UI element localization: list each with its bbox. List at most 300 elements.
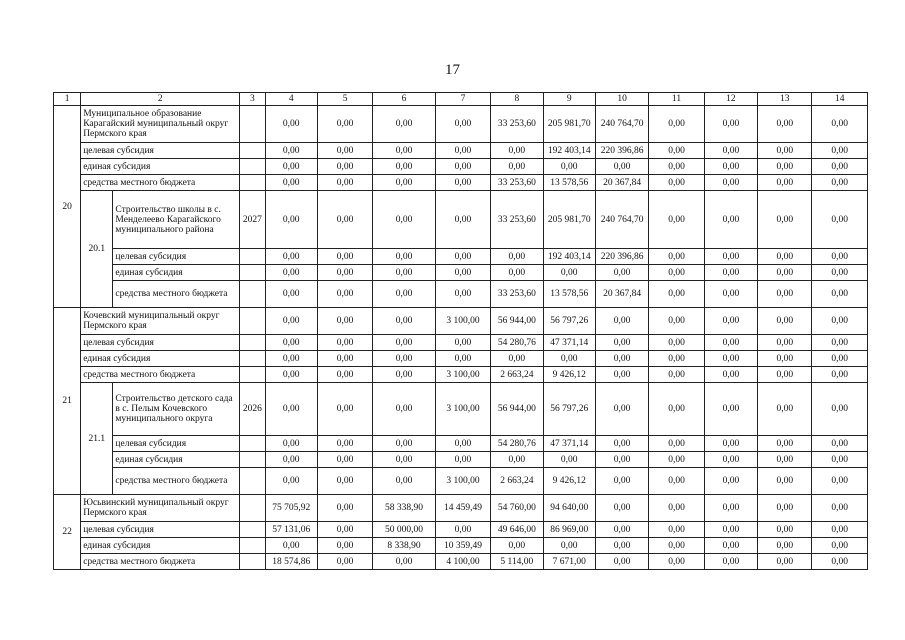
value-cell: 0,00 bbox=[812, 265, 868, 281]
group-number: 21 bbox=[54, 308, 81, 495]
value-cell: 0,00 bbox=[595, 538, 648, 554]
value-cell: 0,00 bbox=[543, 452, 595, 468]
value-cell: 205 981,70 bbox=[543, 191, 595, 249]
value-cell: 0,00 bbox=[758, 383, 812, 436]
value-cell: 0,00 bbox=[812, 106, 868, 143]
project-funding-row bbox=[54, 468, 868, 495]
value-cell: 4 100,00 bbox=[435, 554, 490, 570]
value-cell: 0,00 bbox=[435, 191, 490, 249]
value-cell: 0,00 bbox=[649, 554, 704, 570]
header-cell: 6 bbox=[373, 93, 435, 106]
funding-source-row bbox=[54, 335, 868, 351]
value-cell: 33 253,60 bbox=[491, 106, 543, 143]
row-label: целевая субсидия bbox=[113, 436, 240, 452]
value-cell: 0,00 bbox=[812, 436, 868, 452]
year-cell bbox=[240, 249, 265, 265]
value-cell: 0,00 bbox=[265, 468, 317, 495]
header-cell: 9 bbox=[543, 93, 595, 106]
value-cell: 33 253,60 bbox=[491, 175, 543, 191]
value-cell: 0,00 bbox=[265, 308, 317, 335]
value-cell: 0,00 bbox=[649, 159, 704, 175]
value-cell: 0,00 bbox=[758, 143, 812, 159]
row-label: Муниципальное образование Карагайский муниципальный округ Пермского края bbox=[81, 106, 240, 143]
value-cell: 0,00 bbox=[649, 249, 704, 265]
value-cell: 220 396,86 bbox=[595, 249, 648, 265]
value-cell: 0,00 bbox=[373, 367, 435, 383]
row-label: единая субсидия bbox=[113, 265, 240, 281]
value-cell: 75 705,92 bbox=[265, 495, 317, 522]
value-cell: 0,00 bbox=[317, 265, 372, 281]
row-label: целевая субсидия bbox=[81, 522, 240, 538]
value-cell: 0,00 bbox=[758, 335, 812, 351]
value-cell: 0,00 bbox=[373, 159, 435, 175]
value-cell: 0,00 bbox=[317, 335, 372, 351]
value-cell: 0,00 bbox=[435, 249, 490, 265]
header-cell: 11 bbox=[649, 93, 704, 106]
municipality-row bbox=[54, 495, 868, 522]
funding-source-row bbox=[54, 522, 868, 538]
value-cell: 0,00 bbox=[812, 367, 868, 383]
value-cell: 54 280,76 bbox=[491, 335, 543, 351]
row-label: средства местного бюджета bbox=[113, 281, 240, 308]
row-label: Строительство школы в с. Менделеево Карагайского муниципального района bbox=[113, 191, 240, 249]
value-cell: 0,00 bbox=[435, 522, 490, 538]
row-label: Юсьвинский муниципальный округ Пермского края bbox=[81, 495, 240, 522]
page-number: 17 bbox=[445, 62, 460, 78]
subproject-number: 21.1 bbox=[81, 383, 113, 495]
value-cell: 0,00 bbox=[543, 159, 595, 175]
year-cell bbox=[240, 335, 265, 351]
value-cell: 0,00 bbox=[649, 281, 704, 308]
value-cell: 0,00 bbox=[649, 468, 704, 495]
value-cell: 0,00 bbox=[758, 159, 812, 175]
value-cell: 0,00 bbox=[812, 249, 868, 265]
value-cell: 0,00 bbox=[435, 143, 490, 159]
funding-source-row bbox=[54, 143, 868, 159]
value-cell: 0,00 bbox=[595, 351, 648, 367]
header-cell: 13 bbox=[758, 93, 812, 106]
year-cell bbox=[240, 265, 265, 281]
value-cell: 0,00 bbox=[649, 452, 704, 468]
value-cell: 0,00 bbox=[812, 351, 868, 367]
value-cell: 0,00 bbox=[704, 265, 757, 281]
value-cell: 0,00 bbox=[812, 538, 868, 554]
header-cell: 14 bbox=[812, 93, 868, 106]
value-cell: 56 797,26 bbox=[543, 308, 595, 335]
header-cell: 8 bbox=[491, 93, 543, 106]
year-cell bbox=[240, 106, 265, 143]
row-label: средства местного бюджета bbox=[81, 175, 240, 191]
value-cell: 0,00 bbox=[649, 383, 704, 436]
value-cell: 0,00 bbox=[435, 106, 490, 143]
value-cell: 54 280,76 bbox=[491, 436, 543, 452]
value-cell: 0,00 bbox=[812, 495, 868, 522]
value-cell: 0,00 bbox=[704, 367, 757, 383]
value-cell: 0,00 bbox=[491, 351, 543, 367]
value-cell: 0,00 bbox=[812, 554, 868, 570]
value-cell: 0,00 bbox=[373, 452, 435, 468]
value-cell: 56 944,00 bbox=[491, 308, 543, 335]
value-cell: 0,00 bbox=[317, 143, 372, 159]
value-cell: 0,00 bbox=[317, 468, 372, 495]
value-cell: 0,00 bbox=[704, 554, 757, 570]
value-cell: 0,00 bbox=[373, 175, 435, 191]
value-cell: 0,00 bbox=[373, 383, 435, 436]
project-row bbox=[54, 191, 868, 249]
value-cell: 0,00 bbox=[704, 175, 757, 191]
value-cell: 0,00 bbox=[595, 554, 648, 570]
value-cell: 0,00 bbox=[758, 106, 812, 143]
value-cell: 0,00 bbox=[317, 522, 372, 538]
value-cell: 0,00 bbox=[317, 538, 372, 554]
value-cell: 0,00 bbox=[265, 367, 317, 383]
value-cell: 0,00 bbox=[373, 106, 435, 143]
value-cell: 47 371,14 bbox=[543, 436, 595, 452]
header-cell: 2 bbox=[81, 93, 240, 106]
value-cell: 0,00 bbox=[543, 265, 595, 281]
value-cell: 2 663,24 bbox=[491, 367, 543, 383]
value-cell: 0,00 bbox=[758, 281, 812, 308]
row-label: единая субсидия bbox=[81, 351, 240, 367]
year-cell bbox=[240, 143, 265, 159]
header-cell: 1 bbox=[54, 93, 81, 106]
value-cell: 0,00 bbox=[317, 452, 372, 468]
year-cell bbox=[240, 308, 265, 335]
value-cell: 0,00 bbox=[649, 265, 704, 281]
value-cell: 0,00 bbox=[812, 281, 868, 308]
value-cell: 0,00 bbox=[595, 452, 648, 468]
value-cell: 0,00 bbox=[317, 191, 372, 249]
value-cell: 3 100,00 bbox=[435, 308, 490, 335]
value-cell: 13 578,56 bbox=[543, 175, 595, 191]
value-cell: 0,00 bbox=[649, 367, 704, 383]
value-cell: 0,00 bbox=[812, 335, 868, 351]
value-cell: 7 671,00 bbox=[543, 554, 595, 570]
value-cell: 0,00 bbox=[704, 436, 757, 452]
project-row bbox=[54, 383, 868, 436]
value-cell: 3 100,00 bbox=[435, 367, 490, 383]
value-cell: 56 944,00 bbox=[491, 383, 543, 436]
value-cell: 10 359,49 bbox=[435, 538, 490, 554]
value-cell: 49 646,00 bbox=[491, 522, 543, 538]
row-label: средства местного бюджета bbox=[113, 468, 240, 495]
value-cell: 0,00 bbox=[265, 281, 317, 308]
value-cell: 0,00 bbox=[491, 538, 543, 554]
value-cell: 0,00 bbox=[595, 265, 648, 281]
value-cell: 0,00 bbox=[758, 308, 812, 335]
funding-source-row bbox=[54, 554, 868, 570]
value-cell: 192 403,14 bbox=[543, 249, 595, 265]
value-cell: 20 367,84 bbox=[595, 281, 648, 308]
value-cell: 0,00 bbox=[758, 468, 812, 495]
row-label: единая субсидия bbox=[113, 452, 240, 468]
row-label: целевая субсидия bbox=[81, 335, 240, 351]
value-cell: 0,00 bbox=[758, 495, 812, 522]
value-cell: 58 338,90 bbox=[373, 495, 435, 522]
value-cell: 0,00 bbox=[704, 351, 757, 367]
value-cell: 0,00 bbox=[758, 265, 812, 281]
year-cell bbox=[240, 538, 265, 554]
value-cell: 0,00 bbox=[758, 436, 812, 452]
value-cell: 0,00 bbox=[317, 351, 372, 367]
value-cell: 0,00 bbox=[649, 522, 704, 538]
value-cell: 0,00 bbox=[265, 383, 317, 436]
value-cell: 0,00 bbox=[317, 106, 372, 143]
value-cell: 0,00 bbox=[373, 335, 435, 351]
value-cell: 86 969,00 bbox=[543, 522, 595, 538]
funding-source-row bbox=[54, 351, 868, 367]
value-cell: 0,00 bbox=[704, 106, 757, 143]
value-cell: 8 338,90 bbox=[373, 538, 435, 554]
value-cell: 0,00 bbox=[595, 522, 648, 538]
row-label: единая субсидия bbox=[81, 159, 240, 175]
year-cell bbox=[240, 495, 265, 522]
value-cell: 0,00 bbox=[649, 143, 704, 159]
value-cell: 0,00 bbox=[704, 335, 757, 351]
value-cell: 56 797,26 bbox=[543, 383, 595, 436]
value-cell: 0,00 bbox=[435, 436, 490, 452]
value-cell: 0,00 bbox=[373, 249, 435, 265]
value-cell: 0,00 bbox=[317, 367, 372, 383]
value-cell: 0,00 bbox=[265, 452, 317, 468]
year-cell bbox=[240, 175, 265, 191]
year-cell bbox=[240, 522, 265, 538]
budget-table bbox=[53, 92, 868, 570]
header-cell: 5 bbox=[317, 93, 372, 106]
value-cell: 13 578,56 bbox=[543, 281, 595, 308]
header-row bbox=[54, 93, 868, 106]
value-cell: 0,00 bbox=[704, 308, 757, 335]
header-cell: 10 bbox=[595, 93, 648, 106]
group-number: 20 bbox=[54, 106, 81, 308]
value-cell: 0,00 bbox=[649, 351, 704, 367]
value-cell: 0,00 bbox=[265, 538, 317, 554]
value-cell: 0,00 bbox=[491, 249, 543, 265]
value-cell: 0,00 bbox=[373, 281, 435, 308]
row-label: средства местного бюджета bbox=[81, 554, 240, 570]
value-cell: 0,00 bbox=[704, 281, 757, 308]
project-funding-row bbox=[54, 265, 868, 281]
value-cell: 0,00 bbox=[812, 175, 868, 191]
value-cell: 0,00 bbox=[265, 351, 317, 367]
value-cell: 0,00 bbox=[812, 143, 868, 159]
value-cell: 18 574,86 bbox=[265, 554, 317, 570]
year-cell: 2026 bbox=[240, 383, 265, 436]
value-cell: 0,00 bbox=[704, 159, 757, 175]
value-cell: 0,00 bbox=[317, 175, 372, 191]
value-cell: 47 371,14 bbox=[543, 335, 595, 351]
row-label: Кочевский муниципальный округ Пермского края bbox=[81, 308, 240, 335]
value-cell: 20 367,84 bbox=[595, 175, 648, 191]
value-cell: 0,00 bbox=[758, 175, 812, 191]
value-cell: 0,00 bbox=[265, 249, 317, 265]
municipality-row bbox=[54, 308, 868, 335]
value-cell: 57 131,06 bbox=[265, 522, 317, 538]
subproject-number: 20.1 bbox=[81, 191, 113, 308]
value-cell: 0,00 bbox=[704, 191, 757, 249]
value-cell: 0,00 bbox=[491, 452, 543, 468]
value-cell: 240 764,70 bbox=[595, 106, 648, 143]
header-cell: 4 bbox=[265, 93, 317, 106]
value-cell: 0,00 bbox=[491, 159, 543, 175]
group-number: 22 bbox=[54, 495, 81, 570]
value-cell: 0,00 bbox=[373, 308, 435, 335]
value-cell: 0,00 bbox=[435, 159, 490, 175]
value-cell: 0,00 bbox=[373, 143, 435, 159]
year-cell bbox=[240, 452, 265, 468]
value-cell: 0,00 bbox=[595, 308, 648, 335]
value-cell: 0,00 bbox=[595, 335, 648, 351]
value-cell: 2 663,24 bbox=[491, 468, 543, 495]
value-cell: 0,00 bbox=[704, 495, 757, 522]
row-label: целевая субсидия bbox=[81, 143, 240, 159]
funding-source-row bbox=[54, 367, 868, 383]
value-cell: 0,00 bbox=[491, 143, 543, 159]
value-cell: 220 396,86 bbox=[595, 143, 648, 159]
value-cell: 0,00 bbox=[758, 249, 812, 265]
project-funding-row bbox=[54, 452, 868, 468]
funding-source-row bbox=[54, 175, 868, 191]
value-cell: 192 403,14 bbox=[543, 143, 595, 159]
value-cell: 9 426,12 bbox=[543, 367, 595, 383]
year-cell bbox=[240, 554, 265, 570]
value-cell: 0,00 bbox=[373, 436, 435, 452]
value-cell: 0,00 bbox=[317, 436, 372, 452]
value-cell: 0,00 bbox=[317, 308, 372, 335]
value-cell: 0,00 bbox=[373, 265, 435, 281]
row-label: средства местного бюджета bbox=[81, 367, 240, 383]
row-label: единая субсидия bbox=[81, 538, 240, 554]
value-cell: 0,00 bbox=[543, 351, 595, 367]
value-cell: 0,00 bbox=[758, 351, 812, 367]
value-cell: 3 100,00 bbox=[435, 468, 490, 495]
value-cell: 0,00 bbox=[812, 191, 868, 249]
year-cell: 2027 bbox=[240, 191, 265, 249]
value-cell: 0,00 bbox=[435, 265, 490, 281]
value-cell: 0,00 bbox=[373, 554, 435, 570]
value-cell: 3 100,00 bbox=[435, 383, 490, 436]
value-cell: 0,00 bbox=[812, 308, 868, 335]
value-cell: 0,00 bbox=[265, 265, 317, 281]
value-cell: 0,00 bbox=[704, 538, 757, 554]
header-cell: 12 bbox=[704, 93, 757, 106]
value-cell: 0,00 bbox=[265, 191, 317, 249]
value-cell: 0,00 bbox=[704, 452, 757, 468]
value-cell: 0,00 bbox=[317, 383, 372, 436]
value-cell: 0,00 bbox=[758, 522, 812, 538]
value-cell: 0,00 bbox=[435, 175, 490, 191]
value-cell: 33 253,60 bbox=[491, 281, 543, 308]
value-cell: 0,00 bbox=[595, 383, 648, 436]
funding-source-row bbox=[54, 159, 868, 175]
value-cell: 0,00 bbox=[491, 265, 543, 281]
value-cell: 0,00 bbox=[317, 159, 372, 175]
year-cell bbox=[240, 159, 265, 175]
value-cell: 0,00 bbox=[812, 452, 868, 468]
value-cell: 0,00 bbox=[704, 249, 757, 265]
funding-source-row bbox=[54, 538, 868, 554]
value-cell: 205 981,70 bbox=[543, 106, 595, 143]
value-cell: 0,00 bbox=[649, 538, 704, 554]
value-cell: 0,00 bbox=[435, 281, 490, 308]
value-cell: 0,00 bbox=[595, 436, 648, 452]
value-cell: 0,00 bbox=[317, 554, 372, 570]
value-cell: 14 459,49 bbox=[435, 495, 490, 522]
value-cell: 0,00 bbox=[265, 106, 317, 143]
value-cell: 0,00 bbox=[649, 495, 704, 522]
value-cell: 0,00 bbox=[704, 383, 757, 436]
value-cell: 0,00 bbox=[758, 554, 812, 570]
value-cell: 0,00 bbox=[265, 436, 317, 452]
year-cell bbox=[240, 351, 265, 367]
value-cell: 0,00 bbox=[317, 495, 372, 522]
value-cell: 0,00 bbox=[649, 191, 704, 249]
value-cell: 0,00 bbox=[704, 468, 757, 495]
year-cell bbox=[240, 468, 265, 495]
value-cell: 50 000,00 bbox=[373, 522, 435, 538]
value-cell: 0,00 bbox=[812, 468, 868, 495]
value-cell: 0,00 bbox=[317, 249, 372, 265]
value-cell: 0,00 bbox=[595, 468, 648, 495]
project-funding-row bbox=[54, 281, 868, 308]
value-cell: 0,00 bbox=[595, 159, 648, 175]
municipality-row bbox=[54, 106, 868, 143]
value-cell: 0,00 bbox=[265, 159, 317, 175]
value-cell: 0,00 bbox=[265, 175, 317, 191]
value-cell: 240 764,70 bbox=[595, 191, 648, 249]
value-cell: 0,00 bbox=[595, 367, 648, 383]
value-cell: 0,00 bbox=[373, 468, 435, 495]
value-cell: 0,00 bbox=[812, 383, 868, 436]
value-cell: 0,00 bbox=[373, 191, 435, 249]
value-cell: 0,00 bbox=[758, 538, 812, 554]
value-cell: 0,00 bbox=[758, 191, 812, 249]
value-cell: 5 114,00 bbox=[491, 554, 543, 570]
value-cell: 0,00 bbox=[649, 308, 704, 335]
row-label: целевая субсидия bbox=[113, 249, 240, 265]
value-cell: 0,00 bbox=[649, 175, 704, 191]
value-cell: 0,00 bbox=[704, 143, 757, 159]
value-cell: 0,00 bbox=[265, 143, 317, 159]
value-cell: 0,00 bbox=[435, 452, 490, 468]
project-funding-row bbox=[54, 249, 868, 265]
value-cell: 94 640,00 bbox=[543, 495, 595, 522]
value-cell: 0,00 bbox=[435, 335, 490, 351]
value-cell: 0,00 bbox=[649, 106, 704, 143]
year-cell bbox=[240, 367, 265, 383]
value-cell: 0,00 bbox=[373, 351, 435, 367]
value-cell: 0,00 bbox=[758, 367, 812, 383]
row-label: Строительство детского сада в с. Пелым Кочевского муниципального округа bbox=[113, 383, 240, 436]
value-cell: 0,00 bbox=[543, 538, 595, 554]
header-cell: 3 bbox=[240, 93, 265, 106]
project-funding-row bbox=[54, 436, 868, 452]
value-cell: 0,00 bbox=[595, 495, 648, 522]
value-cell: 0,00 bbox=[812, 522, 868, 538]
value-cell: 0,00 bbox=[435, 351, 490, 367]
year-cell bbox=[240, 281, 265, 308]
value-cell: 0,00 bbox=[649, 436, 704, 452]
value-cell: 0,00 bbox=[758, 452, 812, 468]
value-cell: 33 253,60 bbox=[491, 191, 543, 249]
value-cell: 0,00 bbox=[812, 159, 868, 175]
year-cell bbox=[240, 436, 265, 452]
value-cell: 0,00 bbox=[649, 335, 704, 351]
value-cell: 54 760,00 bbox=[491, 495, 543, 522]
value-cell: 0,00 bbox=[265, 335, 317, 351]
header-cell: 7 bbox=[435, 93, 490, 106]
value-cell: 0,00 bbox=[317, 281, 372, 308]
